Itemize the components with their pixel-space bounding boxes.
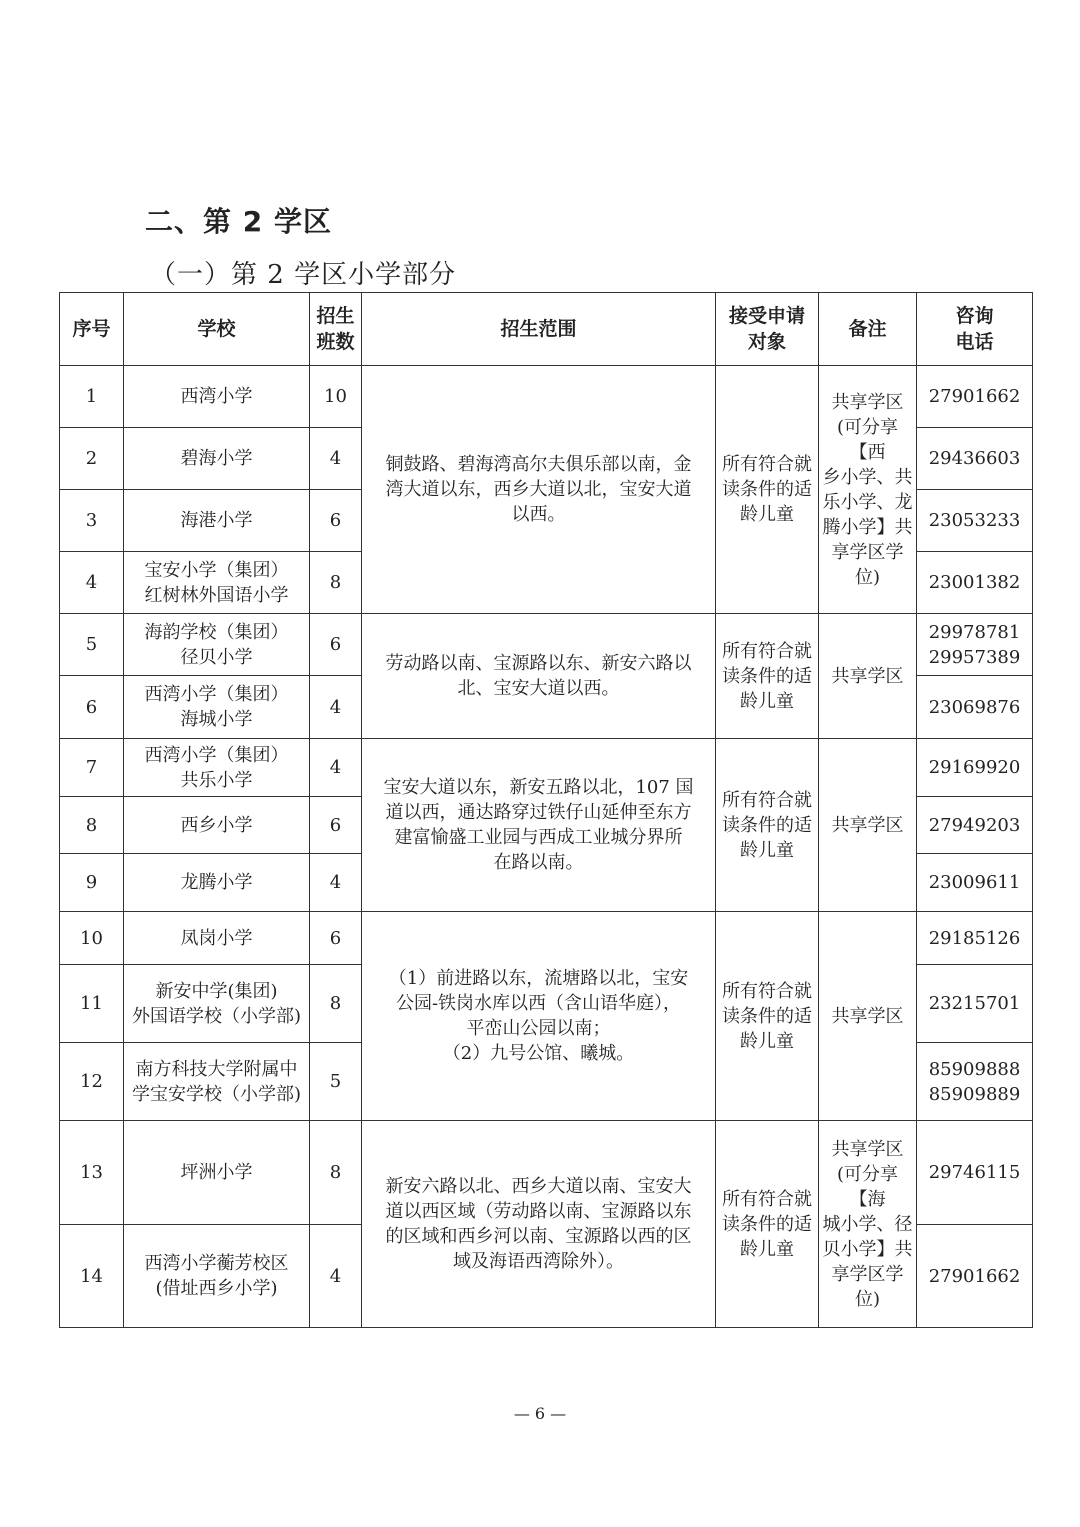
class-count: 4 — [310, 739, 362, 797]
cell-line: 龄儿童 — [740, 1030, 794, 1052]
header-target: 接受申请 对象 — [716, 293, 819, 366]
row-number: 8 — [60, 797, 124, 854]
cell-line: 新安中学(集团) — [155, 980, 278, 1002]
applicant-target — [716, 614, 819, 739]
cell-line: 共享学区 — [831, 814, 904, 836]
cell-line: 域及海语西湾除外）。 — [453, 1251, 624, 1272]
enrollment-range — [362, 366, 716, 614]
cell-line: 29436603 — [928, 448, 1021, 469]
cell-line: 海韵学校（集团） — [144, 621, 289, 643]
cell-line: 共享学区 — [831, 391, 904, 413]
cell-line: 西湾小学 — [180, 386, 253, 407]
school-name — [124, 739, 310, 797]
contact-phone — [917, 366, 1033, 428]
cell-line: 23009611 — [928, 872, 1021, 893]
row-number: 1 — [60, 366, 124, 428]
cell-line: 读条件的适 — [722, 1213, 812, 1235]
cell-line: 南方科技大学附属中 — [135, 1058, 298, 1080]
school-name — [124, 614, 310, 676]
header-classes: 招生 班数 — [310, 293, 362, 366]
applicant-target — [716, 366, 819, 614]
cell-line: 所有符合就 — [722, 980, 812, 1002]
cell-line: 新安六路以北、西乡大道以南、宝安大 — [385, 1176, 692, 1197]
cell-line: 27949203 — [928, 814, 1021, 836]
cell-line: 共乐小学 — [180, 769, 253, 791]
class-count: 6 — [310, 912, 362, 965]
cell-line: 龄儿童 — [740, 1238, 794, 1260]
contact-phone — [917, 676, 1033, 739]
contact-phone — [917, 965, 1033, 1043]
cell-line: 乡小学、共 — [822, 466, 913, 488]
cell-line: 所有符合就 — [722, 789, 812, 811]
remarks — [819, 739, 917, 912]
cell-line: 共享学区 — [831, 665, 904, 687]
class-count: 8 — [310, 1121, 362, 1225]
row-number: 11 — [60, 965, 124, 1043]
row-number: 2 — [60, 428, 124, 490]
school-name — [124, 676, 310, 739]
table-row — [60, 366, 1033, 428]
row-number: 4 — [60, 552, 124, 614]
cell-line: 公园-铁岗水库以西（含山语华庭）， — [395, 993, 682, 1014]
cell-line: 读条件的适 — [722, 479, 812, 500]
cell-line: 贝小学】共 — [822, 1238, 913, 1260]
section-title: 二、第 2 学区 — [145, 205, 332, 238]
school-name — [124, 552, 310, 614]
cell-line: 读条件的适 — [722, 814, 812, 836]
header-phone: 咨询 电话 — [917, 293, 1033, 366]
row-number: 12 — [60, 1043, 124, 1121]
cell-line: 享学区学 — [831, 1263, 904, 1285]
school-name — [124, 912, 310, 965]
contact-phone — [917, 739, 1033, 797]
table-row — [60, 912, 1033, 965]
applicant-target — [716, 739, 819, 912]
cell-line: 29169920 — [928, 757, 1021, 778]
contact-phone — [917, 1121, 1033, 1225]
cell-line: 29978781 — [928, 621, 1021, 643]
cell-line: 23053233 — [928, 510, 1021, 531]
class-count: 4 — [310, 854, 362, 912]
cell-line: 北、宝安大道以西。 — [457, 678, 620, 699]
enrollment-table — [59, 292, 1033, 1328]
cell-line: 碧海小学 — [180, 448, 253, 469]
header-school: 学校 — [124, 293, 310, 366]
cell-line: 29746115 — [928, 1162, 1021, 1183]
cell-line: 宝安小学（集团） — [144, 559, 289, 581]
cell-line: 龄儿童 — [740, 504, 794, 525]
cell-line: 所有符合就 — [722, 1188, 812, 1210]
enrollment-range — [362, 1121, 716, 1328]
cell-line: 龄儿童 — [740, 690, 794, 712]
cell-line: 道以西区域（劳动路以南、宝源路以东 — [385, 1201, 692, 1222]
contact-phone — [917, 854, 1033, 912]
contact-phone — [917, 490, 1033, 552]
contact-phone — [917, 1043, 1033, 1121]
school-name — [124, 1225, 310, 1328]
school-name — [124, 366, 310, 428]
cell-line: 23069876 — [928, 696, 1021, 718]
contact-phone — [917, 428, 1033, 490]
cell-line: （2）九号公馆、曦城。 — [442, 1043, 635, 1064]
row-number: 14 — [60, 1225, 124, 1328]
cell-line: 23215701 — [928, 993, 1021, 1014]
cell-line: 所有符合就 — [722, 640, 812, 662]
row-number: 9 — [60, 854, 124, 912]
cell-line: 西湾小学（集团） — [144, 744, 289, 766]
applicant-target — [716, 912, 819, 1121]
cell-line: 劳动路以南、宝源路以东、新安六路以 — [385, 653, 692, 674]
remarks — [819, 912, 917, 1121]
school-name — [124, 490, 310, 552]
header-seq: 序号 — [60, 293, 124, 366]
cell-line: 建富愉盛工业园与西成工业城分界所 — [394, 827, 683, 848]
contact-phone — [917, 552, 1033, 614]
row-number: 13 — [60, 1121, 124, 1225]
class-count: 8 — [310, 965, 362, 1043]
cell-line: 龙腾小学 — [180, 872, 253, 893]
cell-line: 29957389 — [928, 646, 1021, 668]
cell-line: 腾小学】共 — [822, 516, 913, 538]
contact-phone — [917, 1225, 1033, 1328]
cell-line: (可分享【海 — [836, 1163, 899, 1210]
row-number: 6 — [60, 676, 124, 739]
class-count: 8 — [310, 552, 362, 614]
cell-line: 读条件的适 — [722, 1005, 812, 1027]
school-name — [124, 965, 310, 1043]
cell-line: 乐小学、龙 — [822, 491, 913, 513]
class-count: 4 — [310, 428, 362, 490]
row-number: 7 — [60, 739, 124, 797]
header-note: 备注 — [819, 293, 917, 366]
remarks — [819, 366, 917, 614]
cell-line: 共享学区 — [831, 1005, 904, 1027]
cell-line: 外国语学校（小学部) — [131, 1005, 302, 1027]
table-row — [60, 1121, 1033, 1225]
class-count: 6 — [310, 797, 362, 854]
cell-line: 读条件的适 — [722, 665, 812, 687]
cell-line: 85909889 — [928, 1083, 1021, 1105]
cell-line: 城小学、径 — [822, 1213, 913, 1235]
cell-line: 27901662 — [928, 386, 1021, 407]
cell-line: 海港小学 — [180, 510, 253, 531]
cell-line: 宝安大道以东，新安五路以北，107 国 — [383, 777, 694, 798]
cell-line: 学宝安学校（小学部) — [131, 1083, 302, 1105]
cell-line: 龄儿童 — [740, 839, 794, 861]
cell-line: 的区域和西乡河以南、宝源路以西的区 — [385, 1226, 692, 1247]
cell-line: (可分享【西 — [836, 416, 899, 463]
class-count: 5 — [310, 1043, 362, 1121]
class-count: 6 — [310, 614, 362, 676]
cell-line: 85909888 — [928, 1058, 1021, 1080]
cell-line: 海城小学 — [180, 709, 253, 730]
enrollment-range — [362, 739, 716, 912]
cell-line: 27901662 — [928, 1265, 1021, 1287]
cell-line: 位) — [854, 1288, 881, 1310]
page-number: — 6 — — [513, 1404, 567, 1423]
cell-line: 位) — [854, 566, 881, 588]
table-row — [60, 614, 1033, 676]
cell-line: 共享学区 — [831, 1138, 904, 1160]
class-count: 6 — [310, 490, 362, 552]
cell-line: （1）前进路以东，流塘路以北，宝安 — [388, 968, 689, 989]
cell-line: 径贝小学 — [180, 646, 253, 668]
cell-line: 在路以南。 — [493, 852, 584, 873]
cell-line: 铜鼓路、碧海湾高尔夫俱乐部以南，金 — [385, 454, 692, 475]
cell-line: (借址西乡小学) — [155, 1278, 278, 1299]
contact-phone — [917, 912, 1033, 965]
cell-line: 29185126 — [928, 927, 1021, 949]
enrollment-range — [362, 912, 716, 1121]
school-name — [124, 428, 310, 490]
cell-line: 23001382 — [928, 572, 1021, 593]
subsection-title: （一）第 2 学区小学部分 — [150, 260, 457, 290]
class-count: 10 — [310, 366, 362, 428]
row-number: 5 — [60, 614, 124, 676]
cell-line: 湾大道以东，西乡大道以北，宝安大道 — [385, 479, 692, 500]
cell-line: 所有符合就 — [722, 454, 812, 475]
applicant-target — [716, 1121, 819, 1328]
school-name — [124, 1043, 310, 1121]
cell-line: 西湾小学蘅芳校区 — [144, 1253, 289, 1274]
cell-line: 坪洲小学 — [180, 1162, 253, 1183]
table-header-row — [60, 293, 1033, 366]
table-row — [60, 739, 1033, 797]
class-count: 4 — [310, 1225, 362, 1328]
school-name — [124, 854, 310, 912]
row-number: 10 — [60, 912, 124, 965]
enrollment-range — [362, 614, 716, 739]
remarks — [819, 614, 917, 739]
class-count: 4 — [310, 676, 362, 739]
school-name — [124, 797, 310, 854]
cell-line: 平峦山公园以南； — [466, 1018, 611, 1039]
cell-line: 红树林外国语小学 — [144, 584, 289, 606]
school-name — [124, 1121, 310, 1225]
cell-line: 凤岗小学 — [180, 927, 253, 949]
contact-phone — [917, 797, 1033, 854]
cell-line: 西乡小学 — [180, 814, 253, 836]
cell-line: 道以西，通达路穿过铁仔山延伸至东方 — [385, 802, 692, 823]
remarks — [819, 1121, 917, 1328]
cell-line: 以西。 — [511, 504, 566, 525]
row-number: 3 — [60, 490, 124, 552]
cell-line: 西湾小学（集团） — [144, 684, 289, 705]
header-range: 招生范围 — [362, 293, 716, 366]
cell-line: 享学区学 — [831, 541, 904, 563]
contact-phone — [917, 614, 1033, 676]
